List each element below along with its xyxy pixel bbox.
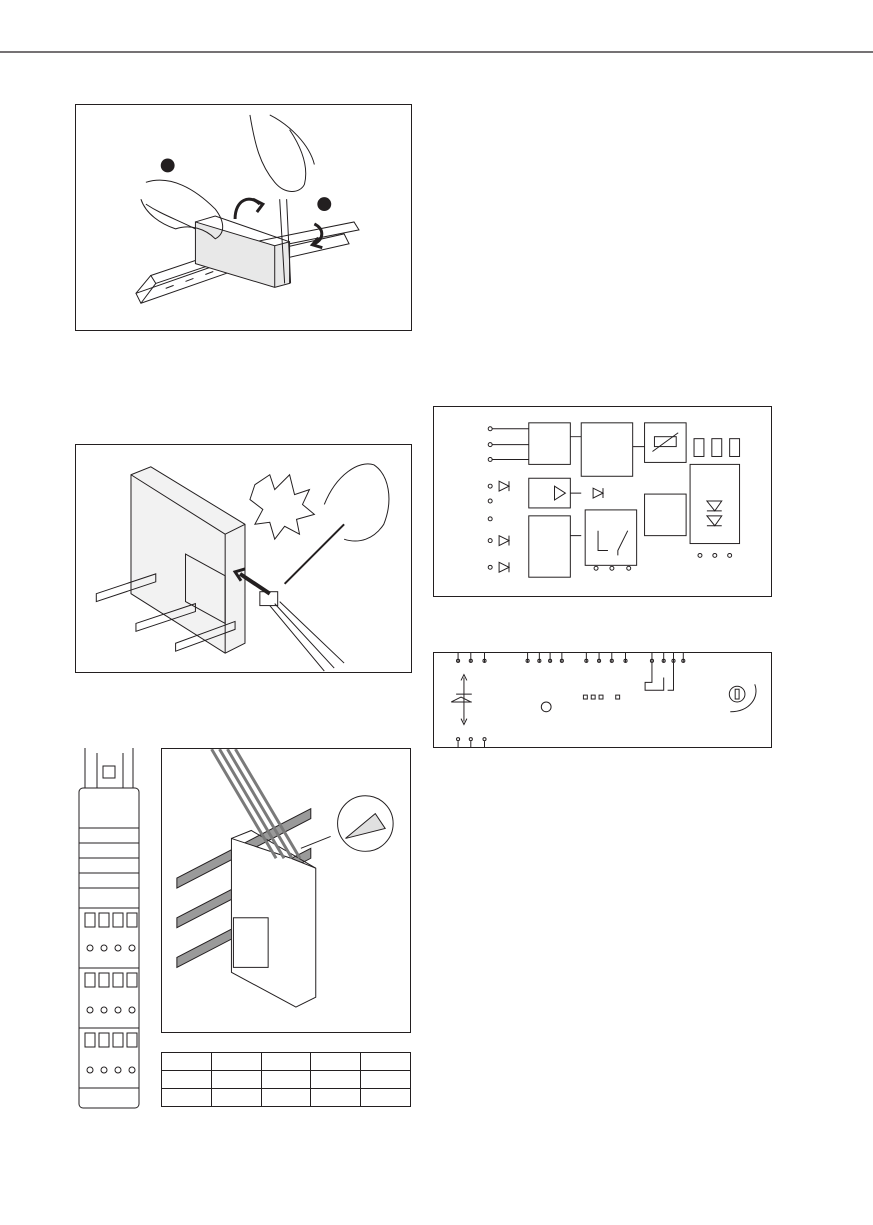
terminal-row-top xyxy=(457,659,685,662)
step-marker-1-icon xyxy=(161,159,175,173)
removal-illustration xyxy=(76,445,411,672)
wiring-illustration xyxy=(162,749,410,1032)
table-row xyxy=(162,1089,411,1107)
step-marker-2-icon xyxy=(317,197,331,211)
figure-removal xyxy=(75,444,412,673)
figure-block-diagram xyxy=(433,406,772,597)
table-row xyxy=(162,1053,411,1071)
mounting-hands-illustration xyxy=(76,105,411,330)
parameter-table xyxy=(161,1052,411,1107)
figure-connector-insertion xyxy=(161,748,411,1033)
figure-rail-mounting xyxy=(75,104,412,331)
block-diagram-illustration xyxy=(434,407,771,596)
front-panel-illustration xyxy=(434,653,771,747)
table-row xyxy=(162,1071,411,1089)
figure-front-panel xyxy=(433,652,772,748)
terminal-row-bottom xyxy=(457,738,487,747)
figure-side-view xyxy=(75,748,143,1110)
module-side-view-illustration xyxy=(75,748,143,1110)
